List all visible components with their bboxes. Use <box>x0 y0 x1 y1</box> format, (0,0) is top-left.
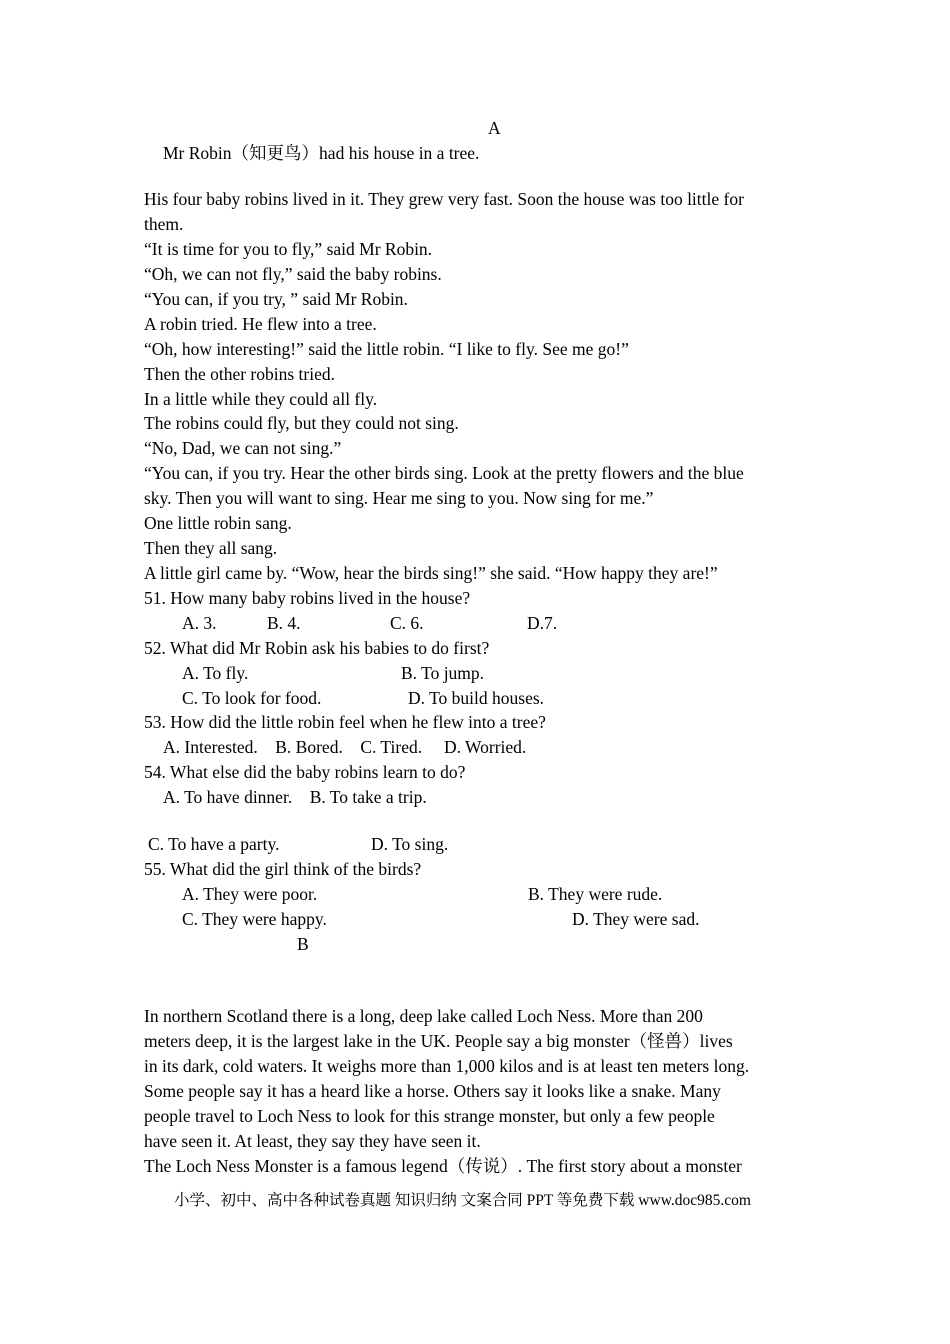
passage-b-line: people travel to Loch Ness to look for this strange monster, but only a few people <box>144 1106 715 1126</box>
passage-b-line: meters deep, it is the largest lake in the UK. People say a big monster（怪兽）lives <box>144 1031 733 1051</box>
question-55-stem: 55. What did the girl think of the birds? <box>144 859 422 879</box>
passage-b-line: have seen it. At least, they say they have seen it. <box>144 1131 481 1151</box>
passage-b-line: Some people say it has a heard like a horse. Others say it looks like a snake. Many <box>144 1081 721 1101</box>
passage-a-line: sky. Then you will want to sing. Hear me sing to you. Now sing for me.” <box>144 488 654 508</box>
passage-a-line: “You can, if you try. Hear the other birds sing. Look at the pretty flowers and the blue <box>144 463 744 483</box>
question-52-option-a: A. To fly. <box>182 663 249 683</box>
passage-b-line: in its dark, cold waters. It weighs more than 1,000 kilos and is at least ten meters long. <box>144 1056 750 1076</box>
question-51-stem: 51. How many baby robins lived in the house? <box>144 588 471 608</box>
passage-a-line: them. <box>144 214 184 234</box>
question-52-option-c: C. To look for food. <box>182 688 322 708</box>
passage-a-line: “No, Dad, we can not sing.” <box>144 438 342 458</box>
passage-a-line: “Oh, we can not fly,” said the baby robins. <box>144 264 442 284</box>
passage-a-line: A little girl came by. “Wow, hear the birds sing!” she said. “How happy they are!” <box>144 563 718 583</box>
passage-b-line: In northern Scotland there is a long, deep lake called Loch Ness. More than 200 <box>144 1006 703 1026</box>
passage-a-line: Then they all sang. <box>144 538 278 558</box>
question-54-stem: 54. What else did the baby robins learn to do? <box>144 762 466 782</box>
passage-a-line: His four baby robins lived in it. They grew very fast. Soon the house was too little for <box>144 189 744 209</box>
passage-a-line: “Oh, how interesting!” said the little robin. “I like to fly. See me go!” <box>144 339 629 359</box>
passage-a-first-line: Mr Robin（知更鸟）had his house in a tree. <box>163 143 480 163</box>
passage-b-heading: B <box>297 934 309 954</box>
passage-a-line: “You can, if you try, ” said Mr Robin. <box>144 289 408 309</box>
question-55-option-a: A. They were poor. <box>182 884 318 904</box>
question-52-option-d: D. To build houses. <box>408 688 545 708</box>
question-54-option-c: C. To have a party. <box>148 834 280 854</box>
passage-a-line: Then the other robins tried. <box>144 364 335 384</box>
passage-a-line: A robin tried. He flew into a tree. <box>144 314 377 334</box>
passage-a-line: In a little while they could all fly. <box>144 389 378 409</box>
question-55-option-b: B. They were rude. <box>528 884 663 904</box>
question-55-option-c: C. They were happy. <box>182 909 327 929</box>
question-54-options-ab: A. To have dinner. B. To take a trip. <box>163 787 427 807</box>
passage-a-heading: A <box>488 118 501 138</box>
question-54-option-d: D. To sing. <box>371 834 449 854</box>
question-52-option-b: B. To jump. <box>401 663 485 683</box>
passage-a-line: “It is time for you to fly,” said Mr Robin. <box>144 239 433 259</box>
passage-b-line: The Loch Ness Monster is a famous legend（传说）. The first story about a monster <box>144 1156 742 1176</box>
question-53-options: A. Interested. B. Bored. C. Tired. D. Worried. <box>163 737 527 757</box>
passage-a-line: One little robin sang. <box>144 513 292 533</box>
question-51-option-d: D.7. <box>527 613 558 633</box>
question-55-option-d: D. They were sad. <box>572 909 700 929</box>
question-51-option-b: B. 4. <box>267 613 301 633</box>
question-52-stem: 52. What did Mr Robin ask his babies to do first? <box>144 638 490 658</box>
question-51-option-a: A. 3. <box>182 613 217 633</box>
passage-a-line: The robins could fly, but they could not sing. <box>144 413 459 433</box>
question-53-stem: 53. How did the little robin feel when he flew into a tree? <box>144 712 546 732</box>
page-footer: 小学、初中、高中各种试卷真题 知识归纳 文案合同 PPT 等免费下载 www.doc985.com <box>174 1192 751 1209</box>
question-51-option-c: C. 6. <box>390 613 424 633</box>
